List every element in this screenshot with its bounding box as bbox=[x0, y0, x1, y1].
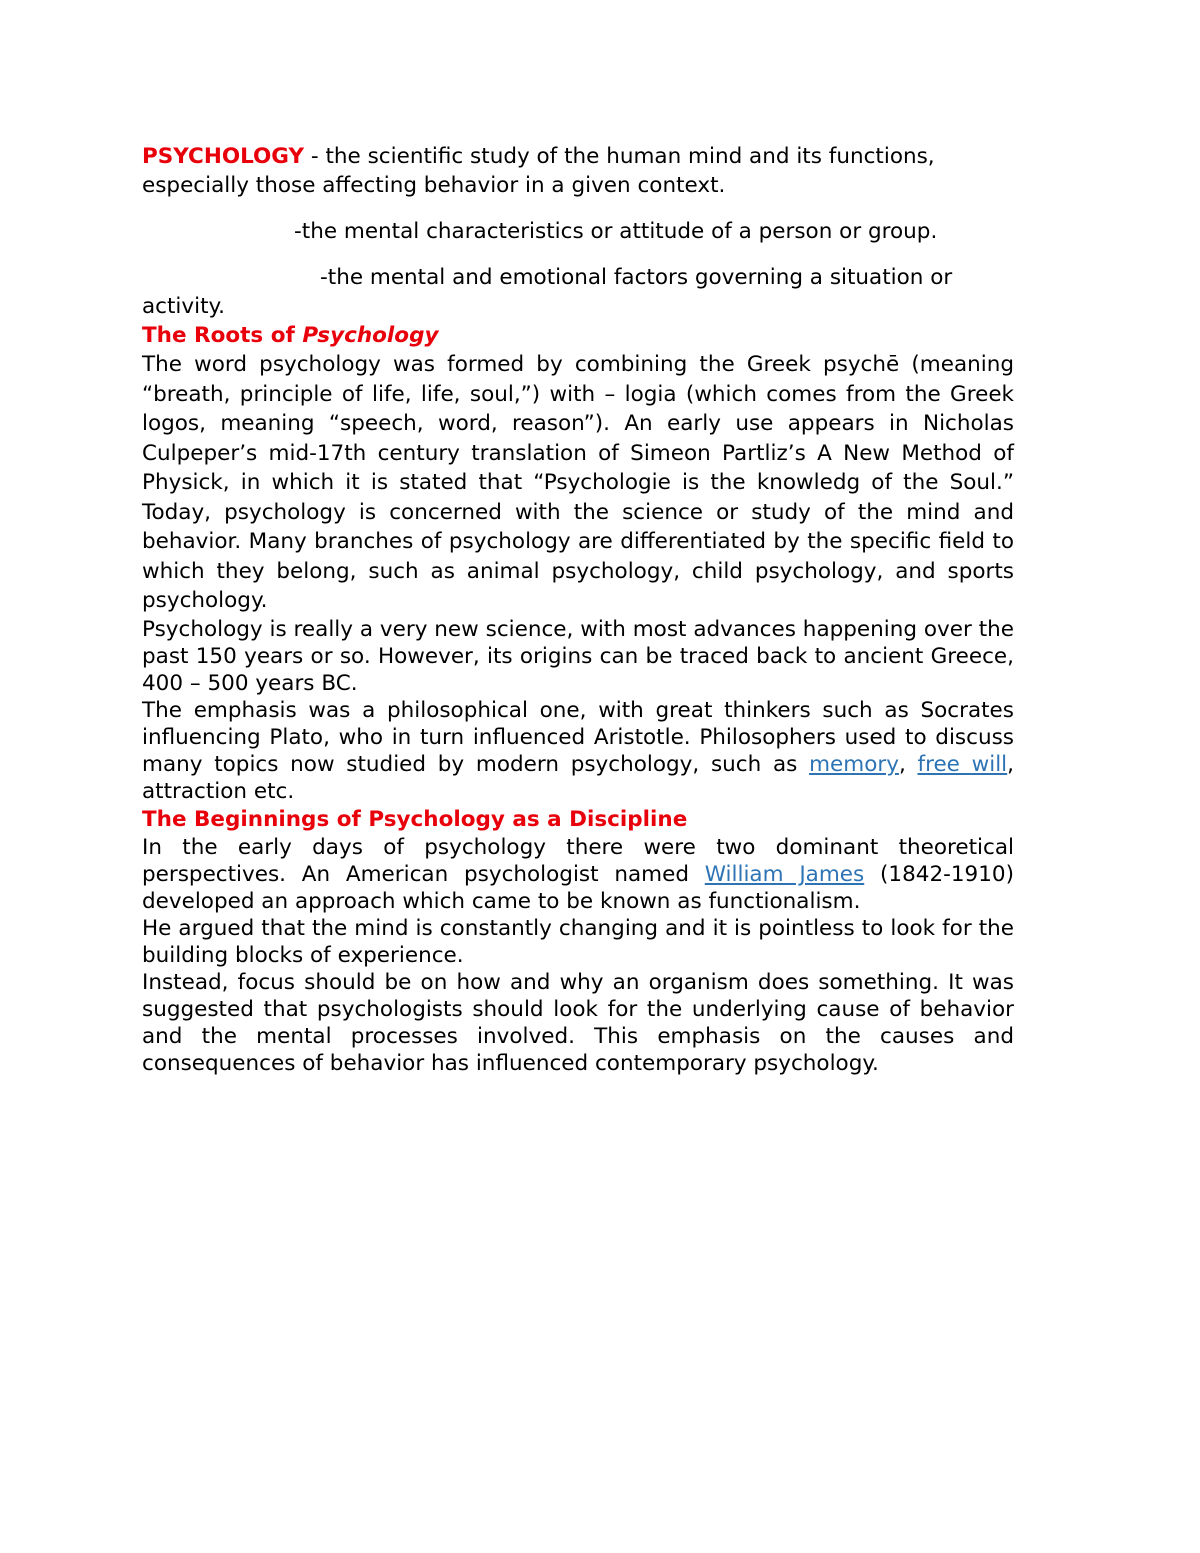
definition-meaning-1: - the scientific study of the human mind and its functions, especially those affecting behavior in a given context. bbox=[142, 144, 935, 198]
roots-heading bbox=[142, 321, 1014, 350]
definition-term: PSYCHOLOGY bbox=[142, 144, 305, 169]
definition-meaning-3b: activity. bbox=[142, 294, 226, 319]
roots-paragraph-3-end: , attraction etc. bbox=[142, 751, 1014, 804]
roots-paragraph-1: The word psychology was formed by combining the Greek psychē (meaning “breath, principle of life, life, soul,”) with – logia (which comes from the Greek logos, meaning “speech, word, reason”). An early use appears in Nicholas Culpeper’s mid-17th century translation of Simeon Partliz’s A New Method of Physick, in which it is stated that “Psychologie is the knowledg of the Soul.” Today, psychology is concerned with the science or study of the mind and behavior. Many branches of psychology are differentiated by the specific field to which they belong, such as animal psychology, child psychology, and sports psychology. bbox=[142, 352, 1014, 613]
beginnings-paragraph-1-end: (1842-1910) developed an approach which came to be known as functionalism. bbox=[142, 861, 1014, 914]
definition-meaning-3a: -the mental and emotional factors governing a situation or bbox=[320, 265, 953, 290]
definition-first-line bbox=[142, 142, 1014, 200]
roots-paragraph-2: Psychology is really a very new science, with most advances happening over the past 150 years or so. However, its origins can be traced back to ancient Greece, 400 – 500 years BC. bbox=[142, 616, 1014, 696]
beginnings-paragraph-1 bbox=[142, 834, 1014, 915]
definition-block bbox=[142, 142, 1014, 321]
roots-heading-italic: Psychology bbox=[302, 323, 439, 348]
beginnings-paragraph-2: He argued that the mind is constantly changing and it is pointless to look for the building blocks of experience. bbox=[142, 915, 1014, 968]
free-will-link[interactable]: free will bbox=[917, 751, 1008, 777]
memory-link[interactable]: memory bbox=[809, 751, 899, 777]
roots-heading-plain: The Roots of bbox=[142, 323, 303, 348]
william-james-link[interactable]: William James bbox=[704, 861, 865, 887]
roots-paragraph-3 bbox=[142, 697, 1014, 805]
document-page bbox=[142, 142, 1014, 1077]
beginnings-paragraph-1-start: In the early days of psychology there were two dominant theoretical perspectives. An American psychologist named bbox=[142, 834, 1014, 887]
beginnings-heading: The Beginnings of Psychology as a Discipline bbox=[142, 806, 688, 832]
definition-meaning-2: -the mental characteristics or attitude of a person or group. bbox=[294, 219, 938, 244]
roots-paragraph-3-start: The emphasis was a philosophical one, with great thinkers such as Socrates influencing Plato, who in turn influenced Aristotle. Philosophers used to discuss many topics now studied by modern psychology, such as bbox=[142, 697, 1014, 777]
beginnings-paragraph-3: Instead, focus should be on how and why an organism does something. It was suggested that psychologists should look for the underlying cause of behavior and the mental processes involved. This emphasis on the causes and consequences of behavior has influenced contemporary psychology. bbox=[142, 969, 1014, 1076]
roots-paragraph-3-separator: , bbox=[898, 751, 918, 777]
